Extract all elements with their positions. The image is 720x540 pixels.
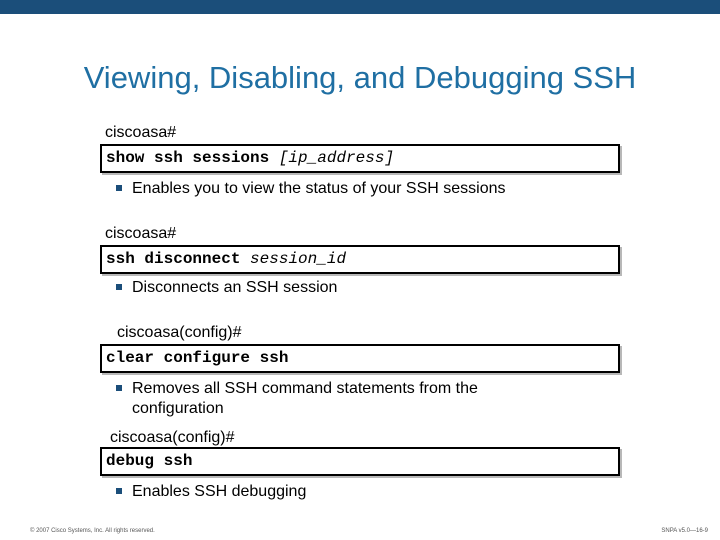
command-argument: [ip_address]	[278, 149, 395, 167]
command-box	[100, 245, 620, 274]
bullet-square-icon	[116, 488, 122, 494]
bullet-text: Disconnects an SSH session	[132, 279, 338, 296]
command-text: clear configure ssh	[106, 349, 289, 367]
command-argument: session_id	[250, 250, 347, 268]
bullet-square-icon	[116, 185, 122, 191]
bullet-item	[116, 278, 337, 298]
command-box	[100, 447, 620, 476]
footer-copyright: © 2007 Cisco Systems, Inc. All rights reserved.	[30, 528, 155, 534]
bullet-text-line: Removes all SSH command statements from the	[132, 380, 478, 397]
bullet-text: Enables SSH debugging	[132, 483, 307, 500]
top-banner-bar	[0, 0, 720, 14]
command-box	[100, 144, 620, 173]
bullet-item	[116, 379, 478, 419]
bullet-square-icon	[116, 284, 122, 290]
bullet-item	[116, 482, 306, 502]
prompt-label: ciscoasa(config)#	[110, 429, 235, 446]
bullet-text-line: configuration	[132, 400, 224, 417]
bullet-item	[116, 179, 506, 199]
bullet-text: Enables you to view the status of your SSH sessions	[132, 180, 506, 197]
footer-course-id: SNPA v5.0—16-9	[661, 528, 708, 534]
command-box	[100, 344, 620, 373]
command-text: ssh disconnect	[106, 250, 251, 268]
command-text: debug ssh	[106, 452, 193, 470]
bullet-square-icon	[116, 385, 122, 391]
slide-title: Viewing, Disabling, and Debugging SSH	[83, 60, 637, 95]
prompt-label: ciscoasa#	[105, 225, 177, 242]
prompt-label: ciscoasa(config)#	[117, 324, 242, 341]
command-text: show ssh sessions	[106, 149, 279, 167]
prompt-label: ciscoasa#	[105, 124, 177, 141]
